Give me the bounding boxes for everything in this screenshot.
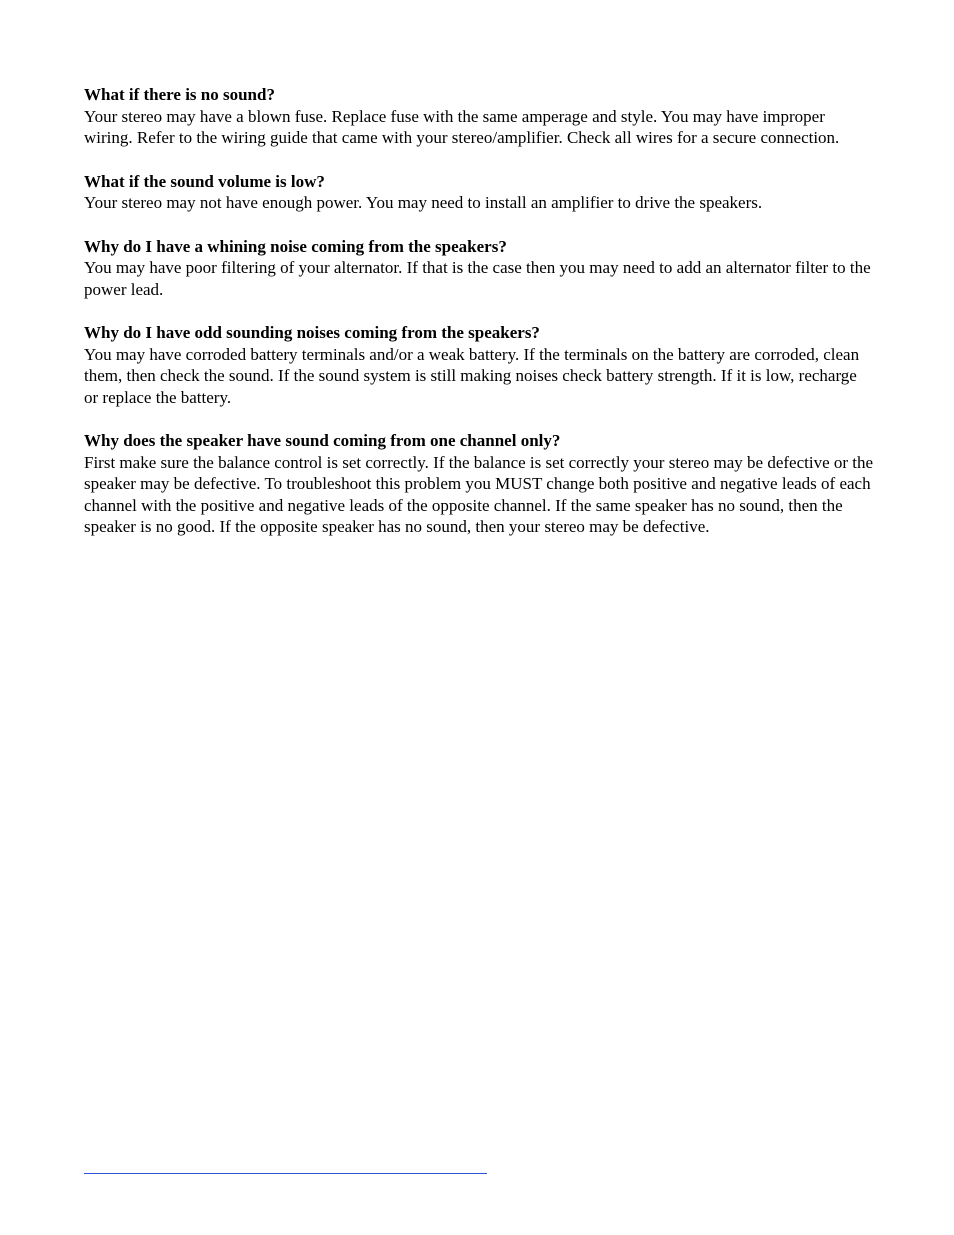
faq-question: Why do I have a whining noise coming from the speakers?	[84, 236, 507, 256]
faq-answer: First make sure the balance control is set correctly. If the balance is set correctly your stereo may be defective or the speaker may be defective. To troubleshoot this problem you MUST change both positive and negative leads of each channel with the positive and negative leads of the opposite channel. If the same speaker has no sound, then the speaker is no good. If the opposite speaker has no sound, then your stereo may be defective.	[84, 452, 874, 536]
faq-question: What if the sound volume is low?	[84, 171, 325, 191]
faq-answer: Your stereo may have a blown fuse. Replace fuse with the same amperage and style. You may have improper wiring. Refer to the wiring guide that came with your stereo/amplifier. Check all wires for a secure connection.	[84, 106, 840, 147]
faq-item-odd-noises	[84, 322, 874, 408]
faq-answer: You may have poor filtering of your alternator. If that is the case then you may need to add an alternator filter to the power lead.	[84, 258, 871, 299]
faq-item-whining-noise	[84, 236, 874, 301]
faq-item-one-channel	[84, 430, 874, 538]
faq-answer: Your stereo may not have enough power. You may need to install an amplifier to drive the speakers.	[84, 193, 763, 212]
faq-item-low-volume	[84, 171, 874, 214]
footnote-separator	[84, 1173, 487, 1174]
faq-question: What if there is no sound?	[84, 85, 275, 104]
faq-question: Why does the speaker have sound coming from one channel only?	[84, 431, 561, 450]
faq-question: Why do I have odd sounding noises coming from the speakers?	[84, 323, 540, 342]
faq-item-no-sound	[84, 84, 874, 149]
faq-answer: You may have corroded battery terminals and/or a weak battery. If the terminals on the battery are corroded, clean them, then check the sound. If the sound system is still making noises check battery strength. If it is low, recharge or replace the battery.	[84, 344, 860, 407]
document-page	[84, 84, 874, 560]
